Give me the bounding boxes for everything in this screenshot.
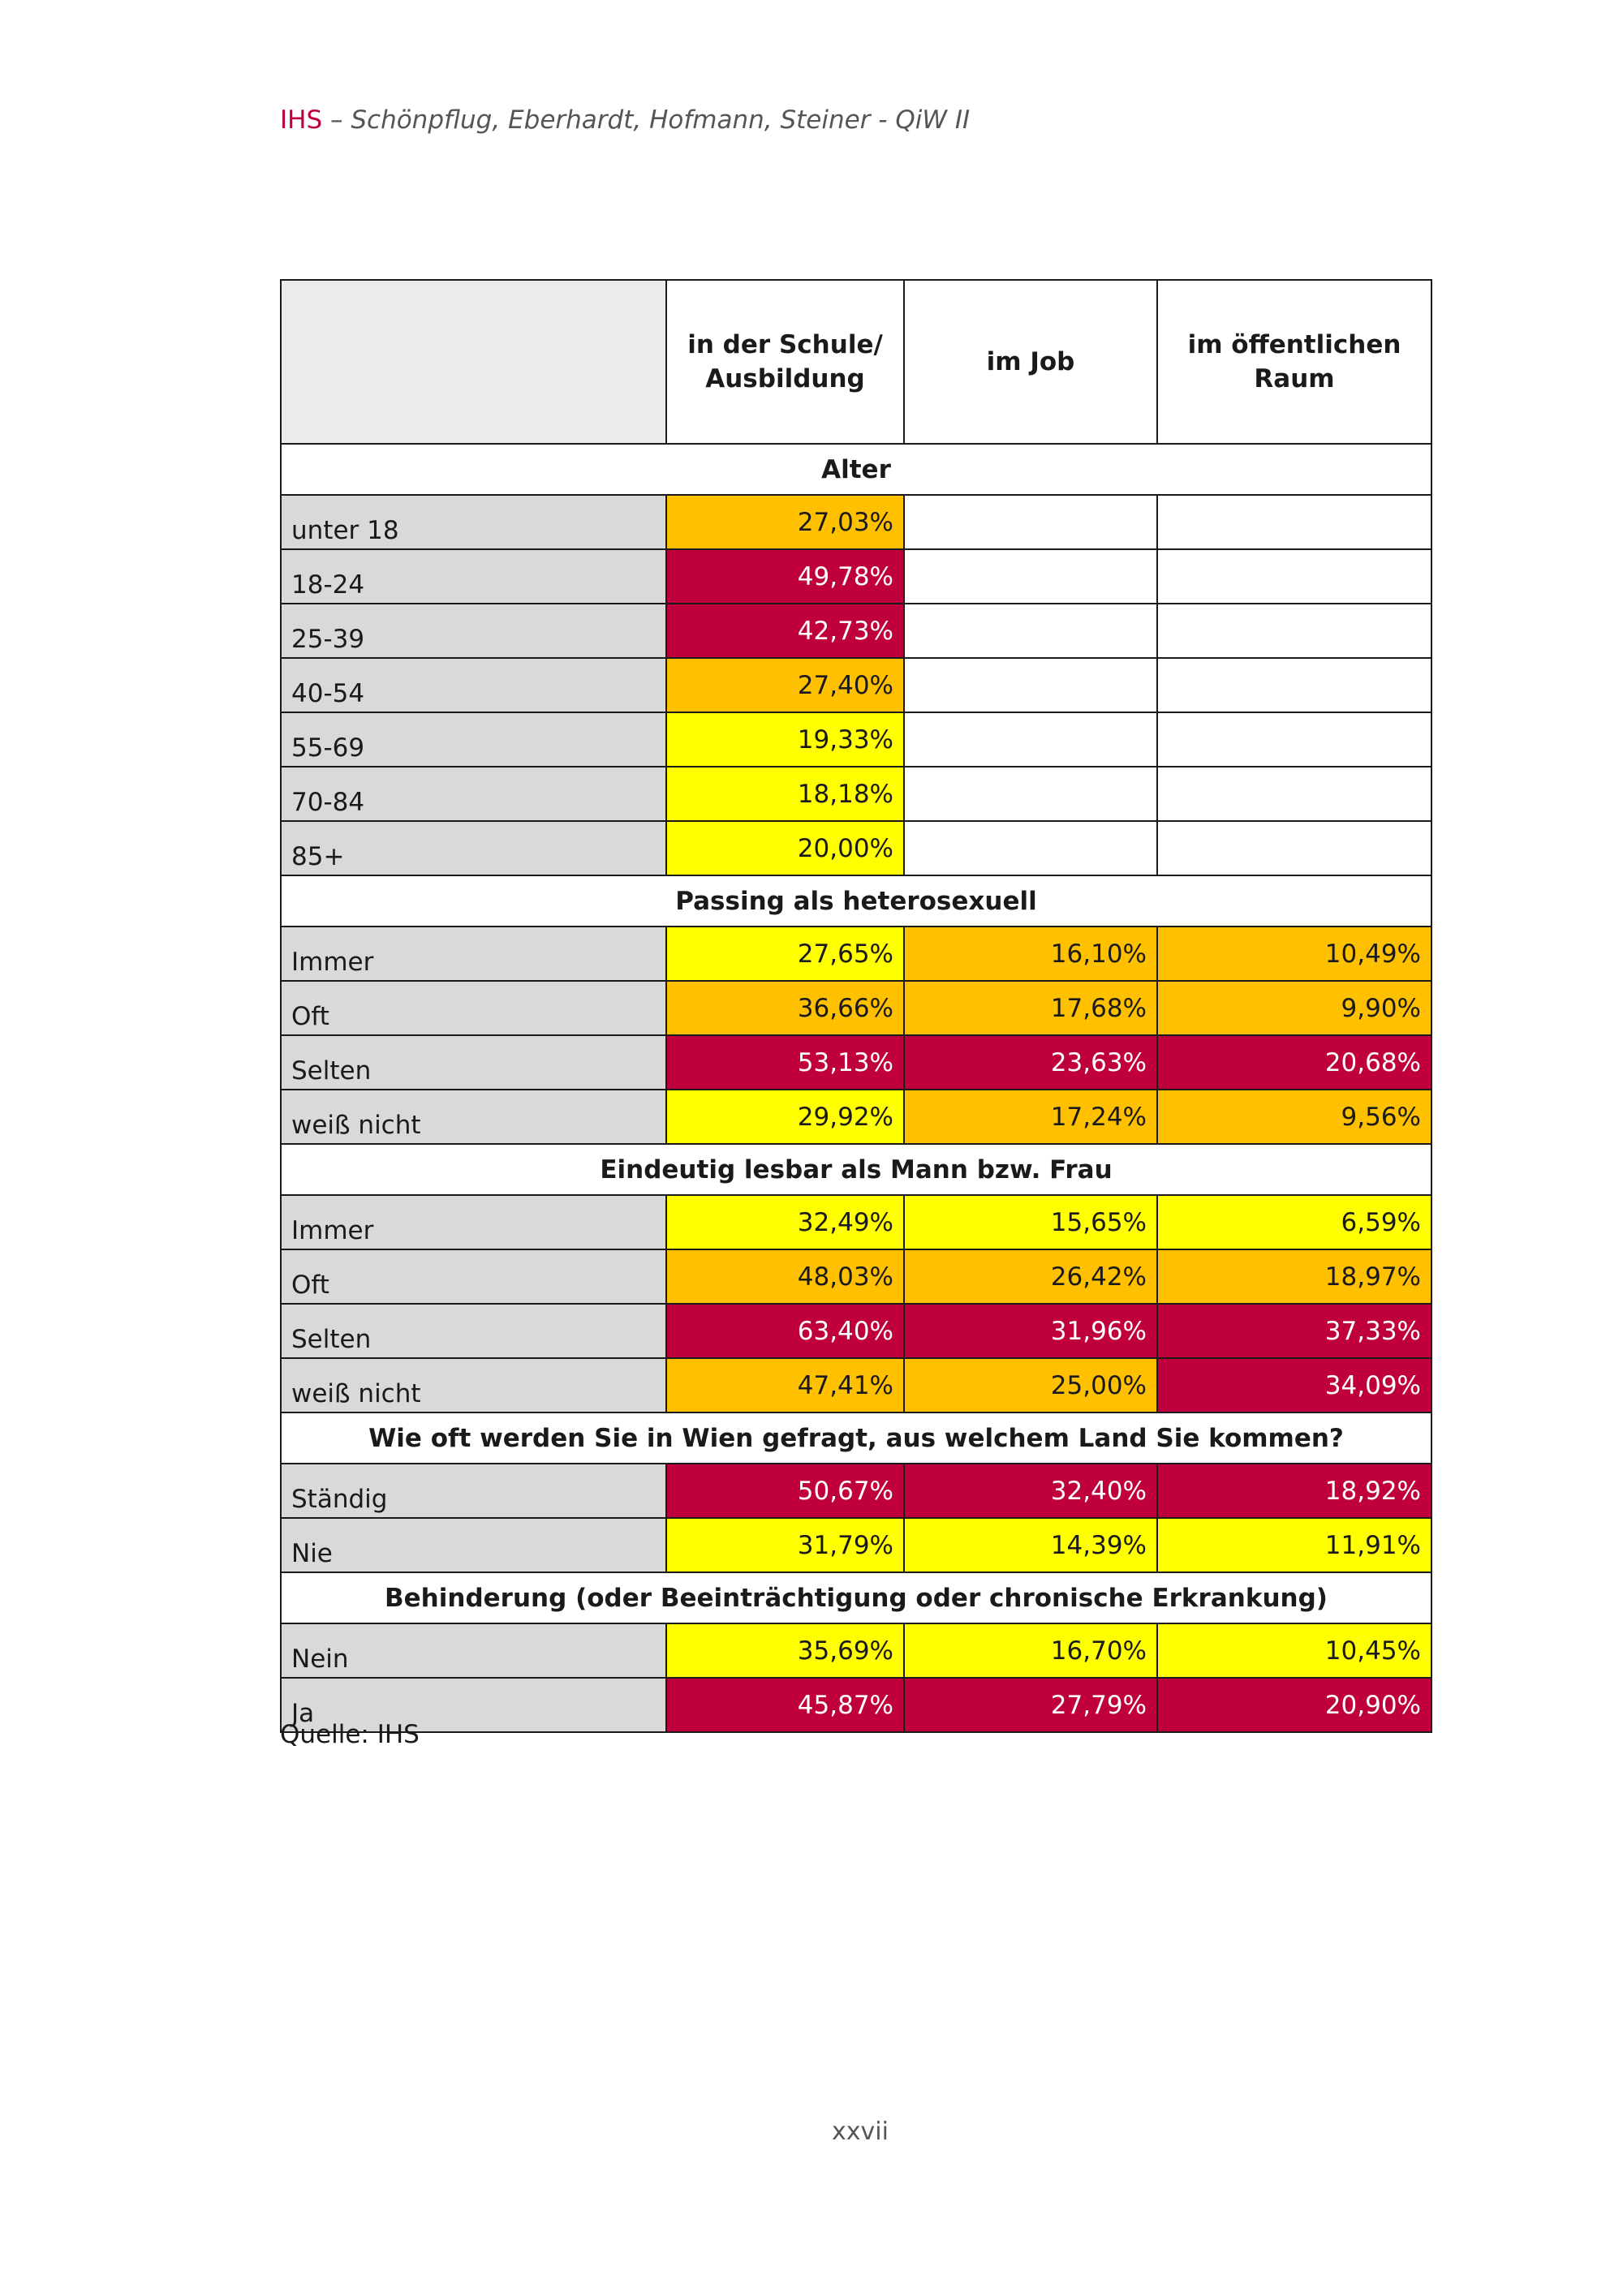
value-cell: 45,87% bbox=[666, 1678, 904, 1732]
value-cell: 47,41% bbox=[666, 1358, 904, 1412]
page-number: xxvii bbox=[832, 2118, 889, 2146]
row-label: Nie bbox=[281, 1518, 666, 1572]
value-cell: 9,56% bbox=[1157, 1090, 1431, 1144]
table-row bbox=[281, 1623, 1431, 1678]
header-brand: IHS bbox=[280, 105, 323, 135]
row-label: Ja bbox=[281, 1678, 666, 1732]
value-cell: 16,10% bbox=[904, 927, 1157, 981]
value-cell: 20,90% bbox=[1157, 1678, 1431, 1732]
row-label: unter 18 bbox=[281, 495, 666, 549]
table-row bbox=[281, 1464, 1431, 1518]
table-header-row bbox=[281, 280, 1431, 444]
header-authors: – Schönpflug, Eberhardt, Hofmann, Steiner - QiW II bbox=[322, 105, 971, 135]
row-label: Immer bbox=[281, 1195, 666, 1249]
table-row bbox=[281, 821, 1431, 875]
source-note: Quelle: IHS bbox=[280, 1720, 420, 1749]
value-cell: 10,49% bbox=[1157, 927, 1431, 981]
table-row bbox=[281, 1249, 1431, 1304]
table-row bbox=[281, 1035, 1431, 1090]
row-label: 85+ bbox=[281, 821, 666, 875]
row-label: Immer bbox=[281, 927, 666, 981]
value-cell: 29,92% bbox=[666, 1090, 904, 1144]
value-cell: 18,92% bbox=[1157, 1464, 1431, 1518]
value-cell: 26,42% bbox=[904, 1249, 1157, 1304]
table-row bbox=[281, 981, 1431, 1035]
section-header-row bbox=[281, 1144, 1431, 1195]
row-label: Nein bbox=[281, 1623, 666, 1678]
value-cell: 27,40% bbox=[666, 658, 904, 712]
row-label: weiß nicht bbox=[281, 1358, 666, 1412]
row-label: 55-69 bbox=[281, 712, 666, 767]
page-header bbox=[280, 105, 970, 135]
value-cell bbox=[1157, 712, 1431, 767]
value-cell: 31,79% bbox=[666, 1518, 904, 1572]
results-table bbox=[280, 279, 1432, 1733]
value-cell: 20,00% bbox=[666, 821, 904, 875]
value-cell: 17,68% bbox=[904, 981, 1157, 1035]
table-row bbox=[281, 604, 1431, 658]
table-row bbox=[281, 767, 1431, 821]
value-cell bbox=[1157, 495, 1431, 549]
section-header-row bbox=[281, 444, 1431, 495]
value-cell: 10,45% bbox=[1157, 1623, 1431, 1678]
value-cell: 48,03% bbox=[666, 1249, 904, 1304]
value-cell: 27,65% bbox=[666, 927, 904, 981]
section-title: Wie oft werden Sie in Wien gefragt, aus welchem Land Sie kommen? bbox=[281, 1412, 1431, 1464]
value-cell bbox=[904, 712, 1157, 767]
row-label: 25-39 bbox=[281, 604, 666, 658]
value-cell: 32,40% bbox=[904, 1464, 1157, 1518]
table-row bbox=[281, 658, 1431, 712]
row-label: Ständig bbox=[281, 1464, 666, 1518]
table-row bbox=[281, 1678, 1431, 1732]
value-cell: 63,40% bbox=[666, 1304, 904, 1358]
value-cell: 36,66% bbox=[666, 981, 904, 1035]
value-cell: 50,67% bbox=[666, 1464, 904, 1518]
row-label: 18-24 bbox=[281, 549, 666, 604]
table-row bbox=[281, 927, 1431, 981]
value-cell bbox=[904, 495, 1157, 549]
value-cell bbox=[1157, 658, 1431, 712]
value-cell bbox=[904, 658, 1157, 712]
value-cell: 17,24% bbox=[904, 1090, 1157, 1144]
value-cell bbox=[1157, 549, 1431, 604]
section-header-row bbox=[281, 1572, 1431, 1623]
value-cell bbox=[904, 821, 1157, 875]
value-cell: 6,59% bbox=[1157, 1195, 1431, 1249]
value-cell: 23,63% bbox=[904, 1035, 1157, 1090]
value-cell: 49,78% bbox=[666, 549, 904, 604]
value-cell: 27,03% bbox=[666, 495, 904, 549]
row-label: Selten bbox=[281, 1035, 666, 1090]
row-label: weiß nicht bbox=[281, 1090, 666, 1144]
value-cell bbox=[904, 549, 1157, 604]
row-label: Oft bbox=[281, 1249, 666, 1304]
value-cell: 31,96% bbox=[904, 1304, 1157, 1358]
row-label: 40-54 bbox=[281, 658, 666, 712]
value-cell: 27,79% bbox=[904, 1678, 1157, 1732]
section-header-row bbox=[281, 875, 1431, 927]
table-row bbox=[281, 1518, 1431, 1572]
value-cell: 37,33% bbox=[1157, 1304, 1431, 1358]
value-cell: 42,73% bbox=[666, 604, 904, 658]
table-row bbox=[281, 549, 1431, 604]
value-cell bbox=[904, 604, 1157, 658]
value-cell: 9,90% bbox=[1157, 981, 1431, 1035]
table-row bbox=[281, 1358, 1431, 1412]
row-label: 70-84 bbox=[281, 767, 666, 821]
value-cell bbox=[904, 767, 1157, 821]
section-header-row bbox=[281, 1412, 1431, 1464]
value-cell: 11,91% bbox=[1157, 1518, 1431, 1572]
table-row bbox=[281, 1304, 1431, 1358]
value-cell: 20,68% bbox=[1157, 1035, 1431, 1090]
section-title: Behinderung (oder Beeinträchtigung oder chronische Erkrankung) bbox=[281, 1572, 1431, 1623]
row-label: Oft bbox=[281, 981, 666, 1035]
value-cell: 16,70% bbox=[904, 1623, 1157, 1678]
value-cell: 35,69% bbox=[666, 1623, 904, 1678]
section-title: Passing als heterosexuell bbox=[281, 875, 1431, 927]
column-header-public: im öffentlichen Raum bbox=[1157, 280, 1431, 444]
value-cell: 14,39% bbox=[904, 1518, 1157, 1572]
value-cell: 19,33% bbox=[666, 712, 904, 767]
header-blank-cell bbox=[281, 280, 666, 444]
table-row bbox=[281, 712, 1431, 767]
section-title: Alter bbox=[281, 444, 1431, 495]
value-cell: 53,13% bbox=[666, 1035, 904, 1090]
table-row bbox=[281, 495, 1431, 549]
section-title: Eindeutig lesbar als Mann bzw. Frau bbox=[281, 1144, 1431, 1195]
column-header-job: im Job bbox=[904, 280, 1157, 444]
value-cell bbox=[1157, 767, 1431, 821]
value-cell: 18,18% bbox=[666, 767, 904, 821]
value-cell: 34,09% bbox=[1157, 1358, 1431, 1412]
column-header-school: in der Schule/ Ausbildung bbox=[666, 280, 904, 444]
table-row bbox=[281, 1090, 1431, 1144]
value-cell: 15,65% bbox=[904, 1195, 1157, 1249]
value-cell bbox=[1157, 821, 1431, 875]
value-cell: 32,49% bbox=[666, 1195, 904, 1249]
row-label: Selten bbox=[281, 1304, 666, 1358]
value-cell bbox=[1157, 604, 1431, 658]
value-cell: 18,97% bbox=[1157, 1249, 1431, 1304]
table-row bbox=[281, 1195, 1431, 1249]
value-cell: 25,00% bbox=[904, 1358, 1157, 1412]
